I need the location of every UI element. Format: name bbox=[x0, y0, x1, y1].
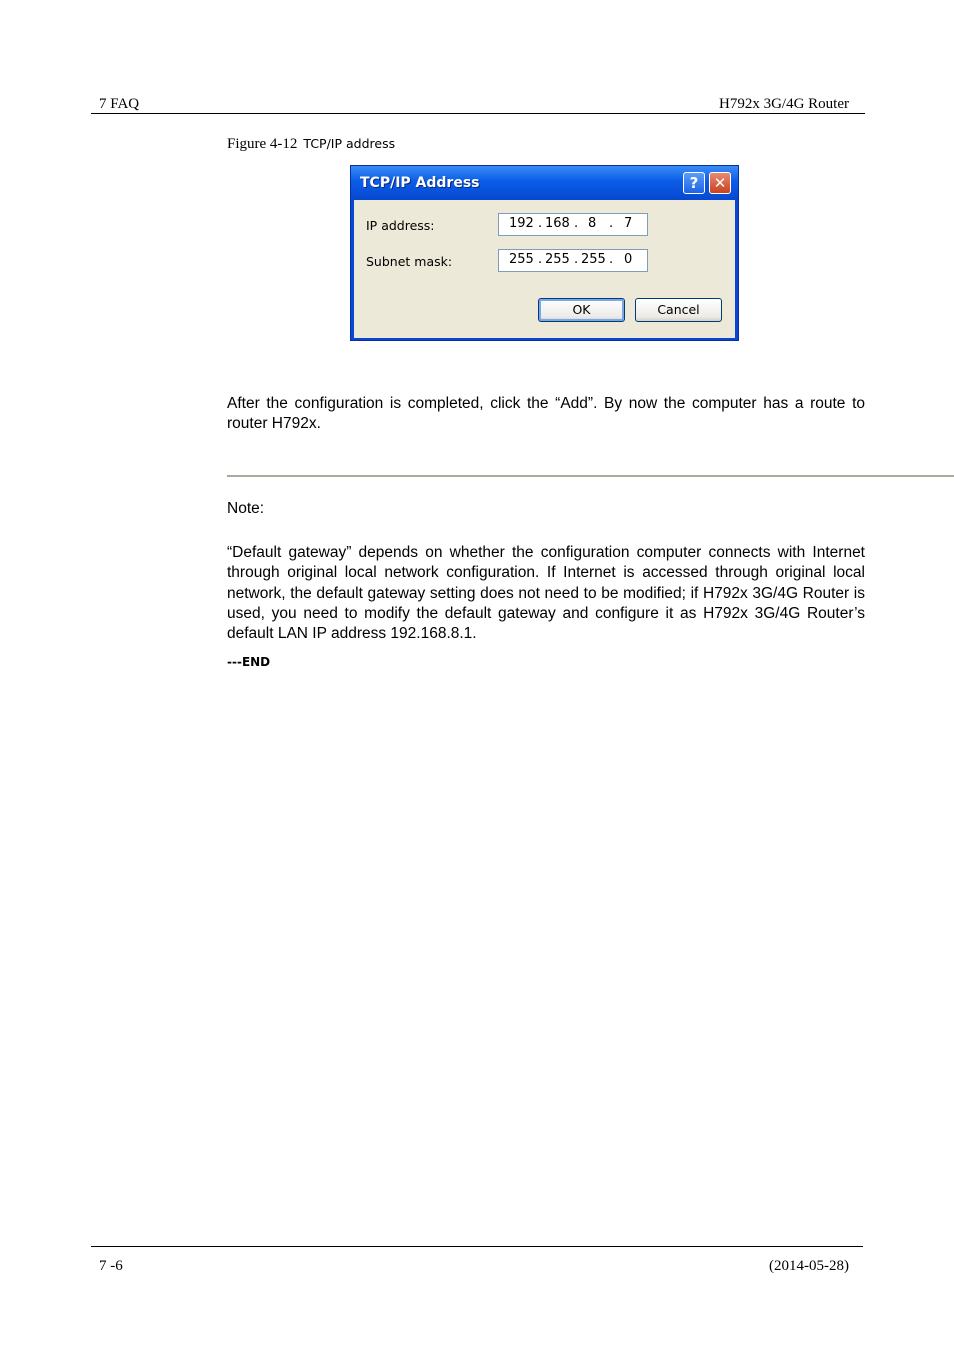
mask-dot-1: . bbox=[538, 252, 543, 267]
footer-rule bbox=[91, 1246, 863, 1247]
help-button[interactable] bbox=[683, 172, 705, 194]
figure-caption bbox=[227, 136, 395, 153]
footer-page-number: 7 -6 bbox=[99, 1258, 123, 1274]
ip-octet-2: 168 bbox=[545, 216, 570, 231]
dialog-title: TCP/IP Address bbox=[360, 175, 480, 191]
close-button[interactable] bbox=[709, 172, 731, 194]
ip-address-input[interactable] bbox=[498, 213, 648, 236]
dialog-client bbox=[354, 200, 735, 338]
help-icon: ? bbox=[689, 174, 699, 192]
mask-octet-4: 0 bbox=[624, 252, 633, 267]
section-rule bbox=[227, 475, 954, 477]
tcpip-dialog bbox=[350, 165, 739, 341]
note-label: Note: bbox=[227, 500, 265, 517]
note-paragraph: “Default gateway” depends on whether the configuration computer connects with Internet through original local network configuration. If Internet is accessed through original local network, the default gateway setting does not need to be modified; if H792x 3G/4G Router is used, you need to modify the default gateway and configure it as H792x 3G/4G Router’s default LAN IP address 192.168.8.1. bbox=[227, 544, 865, 643]
close-icon: ✕ bbox=[713, 174, 727, 192]
mask-dot-2: . bbox=[574, 252, 579, 267]
mask-dot-3: . bbox=[609, 252, 614, 267]
ok-button[interactable]: OK bbox=[538, 298, 625, 322]
mask-octet-3: 255 bbox=[581, 252, 606, 267]
paragraph-after-config: After the configuration is completed, click the “Add”. By now the computer has a route to router H792x. bbox=[227, 395, 865, 433]
header-rule bbox=[91, 113, 865, 114]
ip-octet-3: 8 bbox=[588, 216, 597, 231]
ip-dot-1: . bbox=[538, 216, 543, 231]
figure-number: Figure 4-12 bbox=[227, 136, 298, 152]
ip-octet-1: 192 bbox=[509, 216, 534, 231]
header-right: H792x 3G/4G Router bbox=[719, 96, 849, 112]
cancel-button[interactable]: Cancel bbox=[635, 298, 722, 322]
ip-dot-3: . bbox=[609, 216, 614, 231]
mask-octet-2: 255 bbox=[545, 252, 570, 267]
subnet-mask-input[interactable] bbox=[498, 249, 648, 272]
figure-title: TCP/IP address bbox=[303, 136, 396, 151]
mask-octet-1: 255 bbox=[509, 252, 534, 267]
footer-date: (2014-05-28) bbox=[769, 1258, 849, 1274]
header-left: 7 FAQ bbox=[99, 96, 140, 112]
ip-address-label: IP address: bbox=[366, 218, 435, 233]
dialog-titlebar bbox=[351, 166, 738, 200]
end-marker: ---END bbox=[227, 655, 271, 669]
ip-octet-4: 7 bbox=[624, 216, 633, 231]
subnet-mask-label: Subnet mask: bbox=[366, 254, 453, 269]
ip-dot-2: . bbox=[574, 216, 579, 231]
